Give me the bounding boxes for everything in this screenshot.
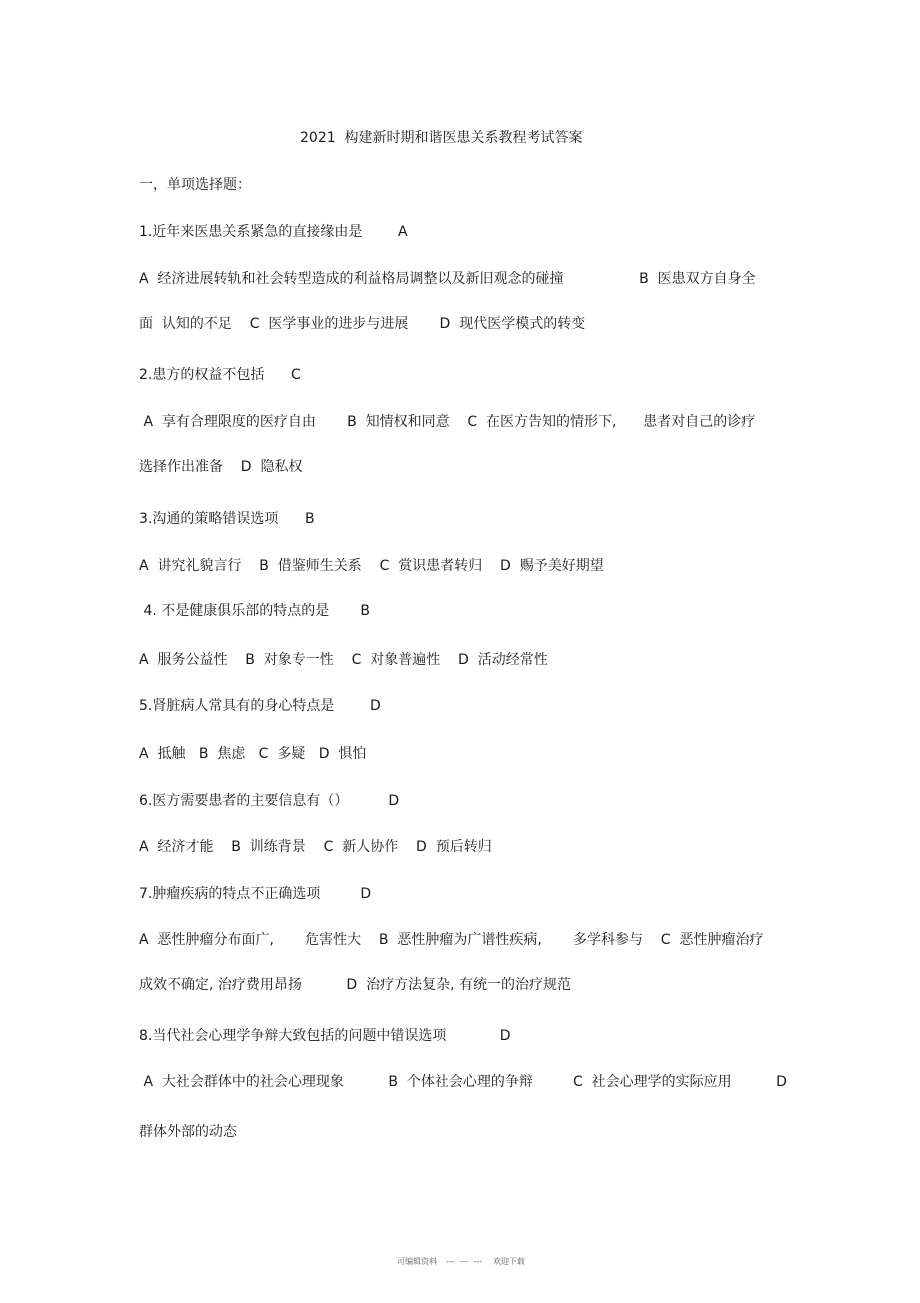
question-7-options-line-1: A 恶性肿瘤分布面广, 危害性大 B 恶性肿瘤为广谱性疾病, 多学科参与 C 恶性肿瘤治疗: [139, 932, 764, 948]
question-8-options-line-1: A 大社会群体中的社会心理现象 B 个体社会心理的争辩 C 社会心理学的实际应用 D: [139, 1074, 787, 1090]
footer-dashes: --- --- ---: [446, 1257, 483, 1266]
question-3-stem: 3.沟通的策略错误选项 B: [139, 511, 315, 527]
question-6-stem: 6.医方需要患者的主要信息有（） D: [139, 793, 400, 809]
question-7-options-line-2: 成效不确定, 治疗费用昂扬 D 治疗方法复杂, 有统一的治疗规范: [139, 977, 571, 993]
question-2-options-line-1: A 享有合理限度的医疗自由 B 知情权和同意 C 在医方告知的情形下, 患者对自己的诊疗: [139, 414, 756, 430]
question-8-stem: 8.当代社会心理学争辩大致包括的问题中错误选项 D: [139, 1028, 511, 1044]
question-5-options-line-1: A 抵触 B 焦虑 C 多疑 D 惧怕: [139, 746, 367, 762]
question-1-stem: 1.近年来医患关系紧急的直接缘由是 A: [139, 224, 408, 240]
question-8-options-line-2: 群体外部的动态: [139, 1124, 237, 1140]
question-2-options-line-2: 选择作出准备 D 隐私权: [139, 459, 303, 475]
section-heading: 一，单项选择题：: [139, 177, 251, 193]
question-6-options-line-1: A 经济才能 B 训练背景 C 新人协作 D 预后转归: [139, 839, 492, 855]
footer-right: 欢迎下载: [493, 1257, 525, 1266]
question-1-options-line-1: A 经济进展转轨和社会转型造成的利益格局调整以及新旧观念的碰撞 B 医患双方自身全: [139, 271, 756, 287]
question-2-stem: 2.患方的权益不包括 C: [139, 367, 301, 383]
question-4-options-line-1: A 服务公益性 B 对象专一性 C 对象普遍性 D 活动经常性: [139, 652, 548, 668]
question-5-stem: 5.肾脏病人常具有的身心特点是 D: [139, 698, 381, 714]
question-7-stem: 7.肿瘤疾病的特点不正确选项 D: [139, 886, 372, 902]
question-3-options-line-1: A 讲究礼貌言行 B 借鉴师生关系 C 赏识患者转归 D 赐予美好期望: [139, 558, 604, 574]
question-4-stem: 4. 不是健康俱乐部的特点的是 B: [139, 603, 371, 619]
question-1-options-line-2: 面 认知的不足 C 医学事业的进步与进展 D 现代医学模式的转变: [139, 316, 586, 332]
footer-left: 可编辑资料: [397, 1257, 437, 1266]
document-title: 2021 构建新时期和谐医患关系教程考试答案: [300, 130, 583, 146]
